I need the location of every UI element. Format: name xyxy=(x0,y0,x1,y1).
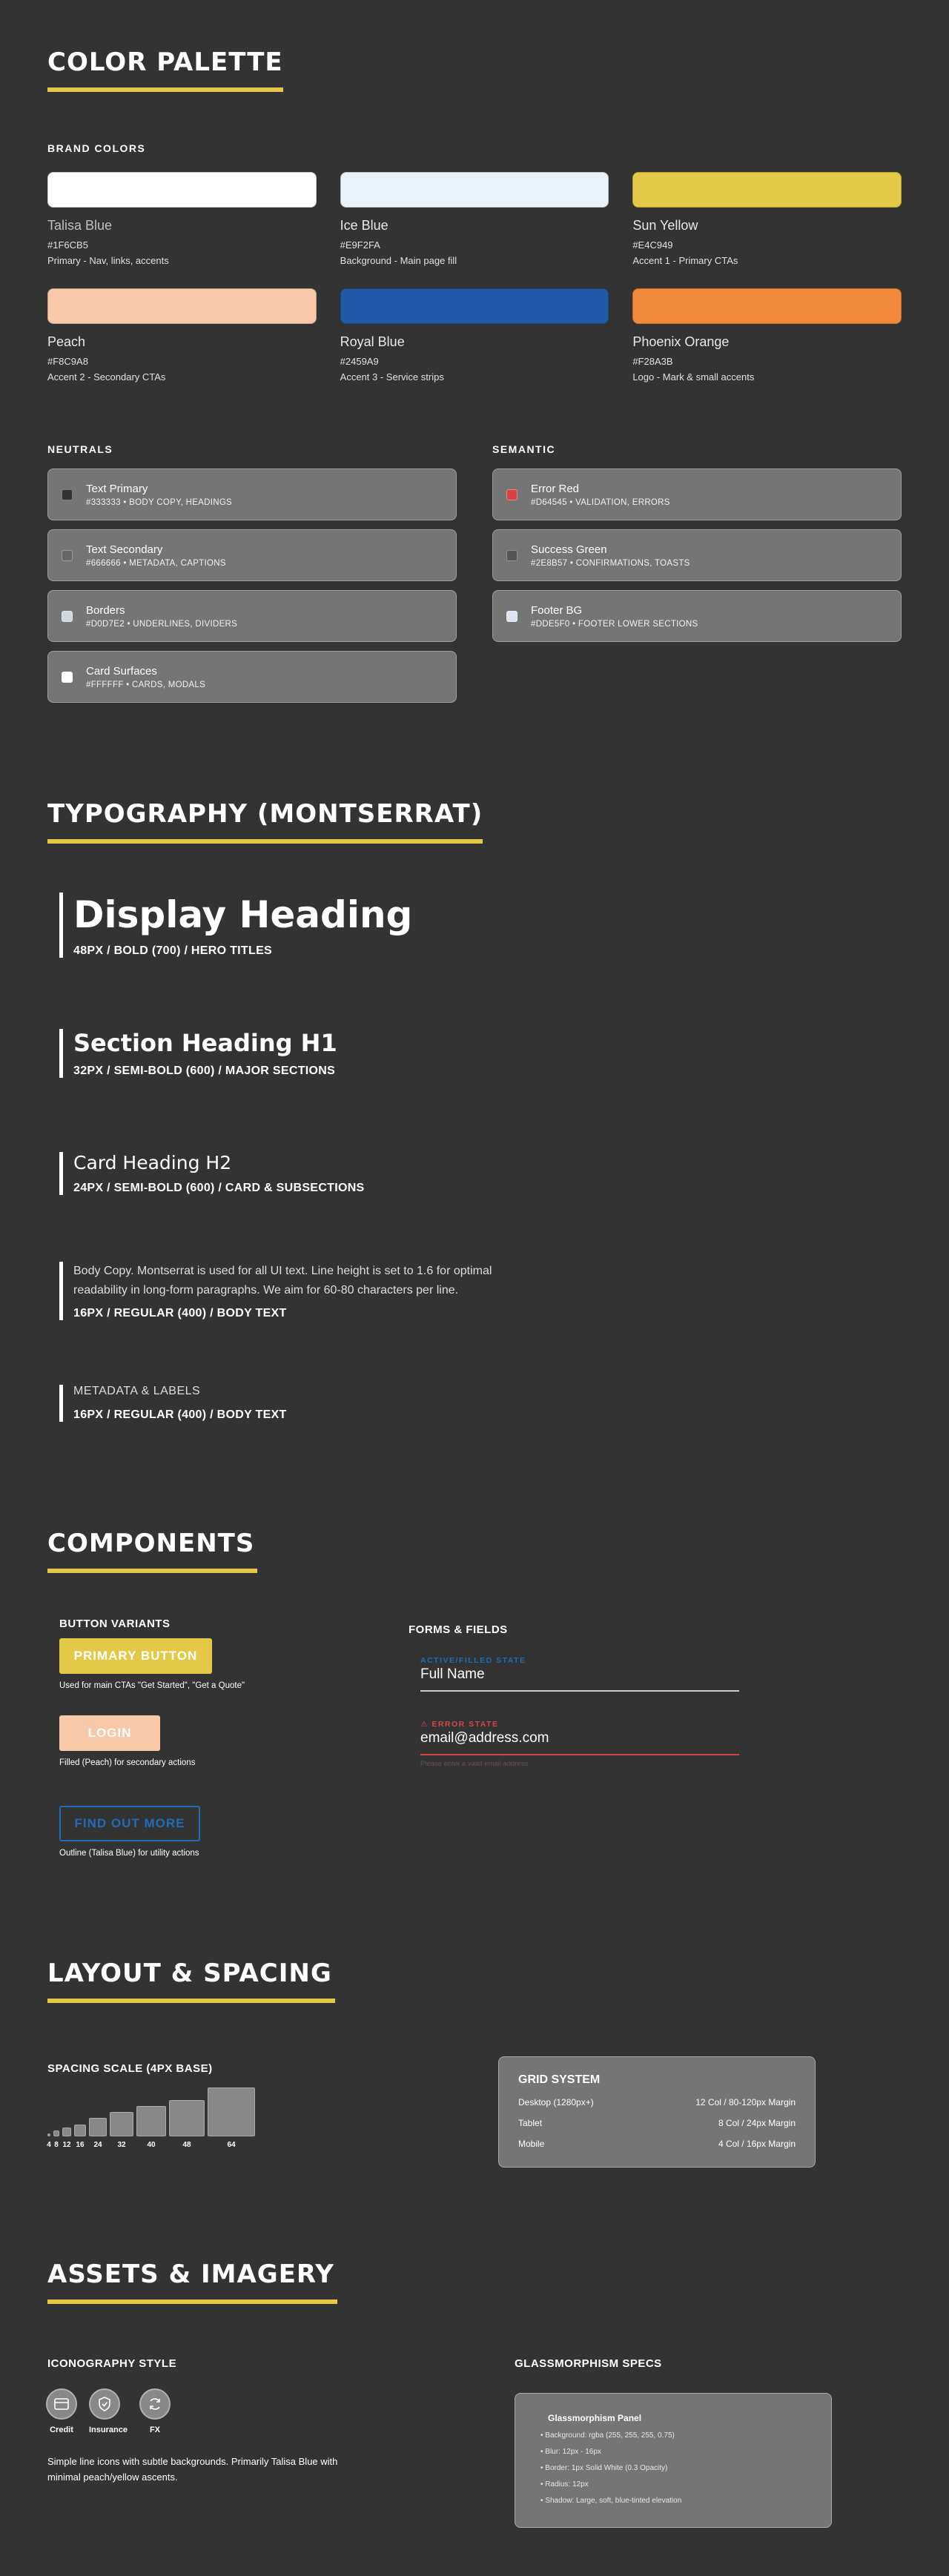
brand-colors-heading: BRAND COLORS xyxy=(47,142,146,154)
color-token-meta: #DDE5F0 • FOOTER LOWER SECTIONS xyxy=(531,619,698,629)
glassmorphism-spec-item: • Radius: 12px xyxy=(540,2480,589,2489)
section-title: COLOR PALETTE xyxy=(47,47,283,77)
color-token-meta: #333333 • BODY COPY, HEADINGS xyxy=(86,497,233,507)
swatch-usage: Logo - Mark & small accents xyxy=(632,371,755,383)
glassmorphism-heading: GLASSMORPHISM SPECS xyxy=(515,2357,662,2370)
login-button-group xyxy=(59,1715,195,1767)
grid-device: Mobile xyxy=(518,2139,545,2149)
color-token-text xyxy=(531,604,698,629)
full-name-field[interactable] xyxy=(420,1656,739,1692)
grid-device: Desktop (1280px+) xyxy=(518,2097,594,2108)
email-underline xyxy=(420,1754,739,1755)
assets-section xyxy=(47,2259,902,2304)
spacing-label: 40 xyxy=(147,2141,156,2149)
icon-credit xyxy=(46,2388,77,2434)
body-text-line-1: Body Copy. Montserrat is used for all UI text. Line height is set to 1.6 for optimal xyxy=(73,1265,492,1277)
color-token-dot xyxy=(506,489,518,500)
color-token-card xyxy=(47,468,457,520)
iconography-description-line-1: Simple line icons with subtle backgrounds. Primarily Talisa Blue with xyxy=(47,2456,338,2467)
swatch-name: Peach xyxy=(47,334,86,349)
swatch-hex: #E4C949 xyxy=(632,239,673,251)
swatch-hex: #E9F2FA xyxy=(340,239,380,251)
color-token-text xyxy=(531,483,670,507)
spacing-bar xyxy=(169,2100,205,2137)
brand-swatch xyxy=(47,172,317,266)
swatch-name: Phoenix Orange xyxy=(632,334,730,349)
swatch-hex: #F28A3B xyxy=(632,356,673,367)
body-sample xyxy=(59,1262,492,1320)
neutrals-heading: NEUTRALS xyxy=(47,443,113,455)
email-value[interactable]: email@address.com xyxy=(420,1730,549,1746)
swatch-name: Sun Yellow xyxy=(632,218,698,233)
display-heading-sample xyxy=(59,893,412,958)
color-token-name: Borders xyxy=(86,603,125,617)
brand-swatch xyxy=(47,288,317,383)
spacing-bar xyxy=(53,2130,59,2136)
icon-label: Insurance xyxy=(89,2426,128,2434)
spacing-bar xyxy=(110,2112,133,2136)
color-token-text xyxy=(86,543,226,568)
section-title: TYPOGRAPHY (MONTSERRAT) xyxy=(47,799,483,829)
swatch-name: Talisa Blue xyxy=(47,218,113,233)
swatch-hex: #F8C9A8 xyxy=(47,356,88,367)
h1-text: Section Heading H1 xyxy=(73,1029,337,1057)
color-token-card xyxy=(492,590,902,642)
spacing-bar xyxy=(62,2128,71,2136)
h1-sample xyxy=(59,1029,337,1078)
color-token-card xyxy=(47,529,457,581)
section-title: COMPONENTS xyxy=(47,1529,255,1558)
spacing-bar xyxy=(74,2125,86,2137)
glassmorphism-spec-item: • Border: 1px Solid White (0.3 Opacity) xyxy=(540,2464,668,2472)
swatch-color-bar xyxy=(47,288,317,324)
color-token-name: Footer BG xyxy=(531,603,583,617)
swatch-color-bar xyxy=(632,172,902,208)
swatch-color-bar xyxy=(340,172,609,208)
section-title: LAYOUT & SPACING xyxy=(47,1959,332,1988)
body-spec: 16PX / REGULAR (400) / BODY TEXT xyxy=(73,1306,287,1320)
color-token-name: Text Secondary xyxy=(86,543,163,556)
find-out-more-button[interactable]: FIND OUT MORE xyxy=(59,1806,200,1841)
spacing-bar xyxy=(89,2118,107,2136)
spacing-label: 8 xyxy=(54,2141,59,2149)
color-token-card xyxy=(492,468,902,520)
grid-row xyxy=(518,2118,796,2128)
color-token-text xyxy=(86,604,237,629)
color-token-dot xyxy=(506,550,518,561)
h2-text: Card Heading H2 xyxy=(73,1152,232,1173)
full-name-label: ACTIVE/FILLED STATE xyxy=(420,1656,526,1665)
swatch-usage: Accent 3 - Service strips xyxy=(340,371,444,383)
color-token-dot xyxy=(62,489,73,500)
credit-card-icon xyxy=(46,2388,77,2420)
icon-row xyxy=(46,2388,171,2434)
button-variants-heading: BUTTON VARIANTS xyxy=(59,1618,171,1630)
spacing-bar xyxy=(208,2087,255,2136)
icon-fx xyxy=(139,2388,171,2434)
color-token-meta: #2E8B57 • CONFIRMATIONS, TOASTS xyxy=(531,558,690,568)
email-field[interactable] xyxy=(420,1720,739,1768)
color-token-name: Text Primary xyxy=(86,482,148,495)
glassmorphism-spec-item: • Blur: 12px - 16px xyxy=(540,2448,601,2456)
icon-label: FX xyxy=(149,2426,160,2434)
email-error-message: Please enter a valid email address xyxy=(420,1759,529,1768)
brand-color-grid xyxy=(47,172,902,383)
color-palette-section xyxy=(47,47,902,92)
display-heading-spec: 48PX / BOLD (700) / HERO TITLES xyxy=(73,944,273,957)
shield-check-icon xyxy=(89,2388,120,2420)
forms-heading: FORMS & FIELDS xyxy=(409,1623,508,1636)
spacing-scale-heading: SPACING SCALE (4PX BASE) xyxy=(47,2062,213,2075)
color-token-dot xyxy=(506,611,518,622)
swatch-name: Royal Blue xyxy=(340,334,405,349)
typography-section xyxy=(47,799,902,844)
components-section xyxy=(47,1529,902,1573)
swatch-usage: Accent 2 - Secondary CTAs xyxy=(47,371,166,383)
section-title: ASSETS & IMAGERY xyxy=(47,2259,334,2289)
h2-sample xyxy=(59,1152,365,1195)
primary-button[interactable]: PRIMARY BUTTON xyxy=(59,1638,212,1674)
icon-label: Credit xyxy=(50,2426,73,2434)
spacing-label: 16 xyxy=(76,2141,85,2149)
primary-button-group xyxy=(59,1638,245,1690)
color-token-meta: #666666 • METADATA, CAPTIONS xyxy=(86,558,226,568)
spacing-label: 4 xyxy=(47,2141,51,2149)
grid-row xyxy=(518,2097,796,2108)
swatch-name: Ice Blue xyxy=(340,218,388,233)
color-token-dot xyxy=(62,672,73,683)
icon-insurance xyxy=(89,2388,128,2434)
color-token-card xyxy=(47,590,457,642)
color-token-meta: #FFFFFF • CARDS, MODALS xyxy=(86,680,206,689)
color-token-name: Error Red xyxy=(531,482,580,495)
outline-button-group xyxy=(59,1806,200,1858)
swatch-usage: Background - Main page fill xyxy=(340,255,457,266)
grid-spec: 4 Col / 16px Margin xyxy=(718,2139,796,2149)
iconography-description xyxy=(47,2454,337,2486)
spacing-label: 64 xyxy=(227,2141,236,2149)
swatch-hex: #1F6CB5 xyxy=(47,239,88,251)
grid-system-heading: GRID SYSTEM xyxy=(518,2073,601,2086)
glassmorphism-specs-list xyxy=(540,2431,806,2505)
full-name-value[interactable]: Full Name xyxy=(420,1666,485,1682)
swatch-usage: Primary - Nav, links, accents xyxy=(47,255,169,266)
grid-row xyxy=(518,2139,796,2149)
h2-spec: 24PX / SEMI-BOLD (600) / CARD & SUBSECTIONS xyxy=(73,1182,365,1194)
email-error-label: ⚠ ERROR STATE xyxy=(420,1720,499,1729)
outline-button-note: Outline (Talisa Blue) for utility actions xyxy=(59,1849,199,1858)
glassmorphism-panel xyxy=(515,2393,832,2528)
swatch-usage: Accent 1 - Primary CTAs xyxy=(632,255,738,266)
swatch-color-bar xyxy=(340,288,609,324)
title-underline xyxy=(47,1569,257,1573)
spacing-bar xyxy=(47,2133,50,2136)
color-token-card xyxy=(47,651,457,703)
spacing-label: 32 xyxy=(117,2141,126,2149)
swatch-hex: #2459A9 xyxy=(340,356,379,367)
grid-device: Tablet xyxy=(518,2118,543,2128)
color-token-meta: #D64545 • VALIDATION, ERRORS xyxy=(531,497,670,507)
metadata-sample xyxy=(59,1385,287,1422)
spacing-bar xyxy=(136,2106,166,2136)
grid-spec: 8 Col / 24px Margin xyxy=(718,2118,796,2128)
h1-spec: 32PX / SEMI-BOLD (600) / MAJOR SECTIONS xyxy=(73,1064,336,1078)
spacing-scale-chart xyxy=(47,2090,285,2150)
glassmorphism-spec-item: • Background: rgba (255, 255, 255, 0.75) xyxy=(540,2431,675,2440)
brand-swatch xyxy=(340,172,609,266)
iconography-description-line-2: minimal peach/yellow ascents. xyxy=(47,2471,178,2483)
title-underline xyxy=(47,2299,337,2304)
grid-rows xyxy=(518,2097,796,2149)
layout-section xyxy=(47,1959,902,2003)
color-token-name: Success Green xyxy=(531,543,607,556)
color-token-card xyxy=(492,529,902,581)
color-token-text xyxy=(531,543,690,568)
login-button-note: Filled (Peach) for secondary actions xyxy=(59,1758,196,1767)
grid-system-panel xyxy=(498,2056,816,2168)
title-underline xyxy=(47,839,483,844)
full-name-underline xyxy=(420,1690,739,1692)
display-heading-text: Display Heading xyxy=(73,893,413,936)
primary-button-note: Used for main CTAs "Get Started", "Get a Quote" xyxy=(59,1681,245,1690)
iconography-heading: ICONOGRAPHY STYLE xyxy=(47,2357,177,2370)
title-underline xyxy=(47,1999,335,2003)
metadata-spec: 16PX / REGULAR (400) / BODY TEXT xyxy=(73,1408,287,1421)
spacing-label: 12 xyxy=(62,2141,71,2149)
swatch-color-bar xyxy=(632,288,902,324)
color-token-meta: #D0D7E2 • UNDERLINES, DIVIDERS xyxy=(86,619,238,629)
metadata-text: METADATA & LABELS xyxy=(73,1385,201,1397)
color-token-text xyxy=(86,665,205,689)
swatch-color-bar xyxy=(47,172,317,208)
semantic-heading: SEMANTIC xyxy=(492,443,556,455)
neutrals-list xyxy=(47,468,457,703)
brand-swatch xyxy=(632,172,902,266)
glassmorphism-spec-item: • Shadow: Large, soft, blue-tinted elevation xyxy=(540,2497,682,2505)
title-underline xyxy=(47,87,283,92)
spacing-label: 24 xyxy=(93,2141,102,2149)
color-token-name: Card Surfaces xyxy=(86,664,157,678)
body-text-line-2: readability in long-form paragraphs. We aim for 60-80 characters per line. xyxy=(73,1284,459,1297)
color-token-dot xyxy=(62,611,73,622)
spacing-label: 48 xyxy=(182,2141,191,2149)
color-token-text xyxy=(86,483,232,507)
glassmorphism-panel-title: Glassmorphism Panel xyxy=(548,2413,642,2423)
brand-swatch xyxy=(632,288,902,383)
grid-spec: 12 Col / 80-120px Margin xyxy=(695,2097,796,2108)
login-button[interactable]: LOGIN xyxy=(59,1715,160,1751)
refresh-icon xyxy=(139,2388,171,2420)
color-token-dot xyxy=(62,550,73,561)
semantic-list xyxy=(492,468,902,642)
brand-swatch xyxy=(340,288,609,383)
